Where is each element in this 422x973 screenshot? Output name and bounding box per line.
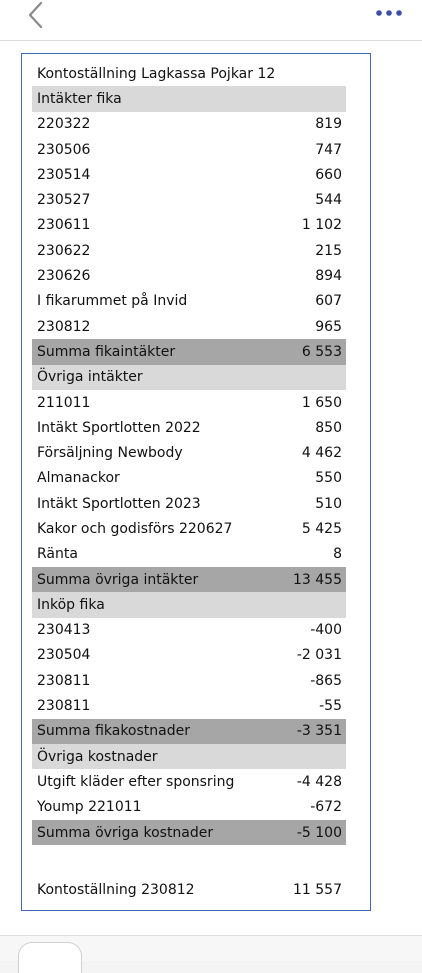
row-label: 230611 <box>37 217 91 234</box>
table-row <box>32 162 346 187</box>
row-label: 230504 <box>37 647 91 664</box>
row-label: 211011 <box>37 394 91 411</box>
top-bar <box>0 0 422 41</box>
section-header-row <box>32 592 346 617</box>
row-value: 215 <box>315 242 342 259</box>
table-row <box>32 643 346 668</box>
row-label: I fikarummet på Invid <box>37 293 188 310</box>
row-value: 1 102 <box>301 217 342 234</box>
row-value: 544 <box>315 192 342 209</box>
row-value: 13 455 <box>293 571 342 588</box>
row-value: -3 351 <box>296 723 342 740</box>
row-label: Almanackor <box>37 470 120 487</box>
table-row <box>32 516 346 541</box>
row-value: -400 <box>310 622 342 639</box>
row-value: 965 <box>315 318 342 335</box>
row-label: 230527 <box>37 192 91 209</box>
table-row <box>32 618 346 643</box>
row-label: Övriga kostnader <box>37 748 158 765</box>
sum-row <box>32 719 346 744</box>
table-row <box>32 877 346 902</box>
sum-row <box>32 339 346 364</box>
document-viewer <box>0 41 422 935</box>
row-label: 230514 <box>37 166 91 183</box>
table-row <box>32 263 346 288</box>
row-label: 230811 <box>37 698 91 715</box>
table-row <box>32 213 346 238</box>
sum-row <box>32 820 346 845</box>
table-row <box>32 466 346 491</box>
row-value: -4 428 <box>296 773 342 790</box>
table-row <box>32 440 346 465</box>
row-value: 8 <box>333 546 342 563</box>
table-row <box>32 542 346 567</box>
sheet-title-row <box>32 61 346 86</box>
back-button[interactable] <box>22 1 50 31</box>
row-value: 607 <box>315 293 342 310</box>
row-label: Försäljning Newbody <box>37 445 183 462</box>
row-label: Intäkt Sportlotten 2022 <box>37 419 201 436</box>
table-row <box>32 415 346 440</box>
row-label: Summa övriga kostnader <box>37 824 214 841</box>
table-row <box>32 238 346 263</box>
table-row <box>32 112 346 137</box>
row-label: Ränta <box>37 546 78 563</box>
table-row <box>32 187 346 212</box>
row-value: -2 031 <box>296 647 342 664</box>
row-label: 230622 <box>37 242 91 259</box>
table-row <box>32 137 346 162</box>
row-value: 550 <box>315 470 342 487</box>
row-label: Kontoställning 230812 <box>37 881 195 898</box>
table-row <box>32 314 346 339</box>
row-label: Inköp fika <box>37 596 105 613</box>
row-value: -865 <box>310 672 342 689</box>
table-row <box>32 390 346 415</box>
row-label: Summa övriga intäkter <box>37 571 199 588</box>
row-label: Utgift kläder efter sponsring <box>37 773 235 790</box>
row-value: 894 <box>315 268 342 285</box>
table-row <box>32 668 346 693</box>
row-label: Summa fikaintäkter <box>37 343 176 360</box>
sheet-rows <box>32 61 346 903</box>
row-label: Intäkt Sportlotten 2023 <box>37 495 201 512</box>
spreadsheet-sheet <box>21 53 371 911</box>
more-options-button[interactable] <box>374 4 406 22</box>
row-label: Intäkter fika <box>37 90 122 107</box>
section-header-row <box>32 86 346 111</box>
row-label: 230811 <box>37 672 91 689</box>
row-value: 819 <box>315 116 342 133</box>
row-label: 230413 <box>37 622 91 639</box>
section-header-row <box>32 365 346 390</box>
row-label: Summa fikakostnader <box>37 723 190 740</box>
section-header-row <box>32 744 346 769</box>
row-value: 510 <box>315 495 342 512</box>
row-value: -672 <box>310 799 342 816</box>
blank-row <box>32 845 346 877</box>
bottom-tab[interactable] <box>18 942 82 973</box>
row-value: 850 <box>315 419 342 436</box>
table-row <box>32 693 346 718</box>
row-value: 747 <box>315 141 342 158</box>
table-row <box>32 795 346 820</box>
more-horizontal-icon <box>374 4 406 22</box>
row-label: 220322 <box>37 116 91 133</box>
row-label: Kontoställning Lagkassa Pojkar 12 <box>37 65 276 82</box>
row-value: 4 462 <box>301 445 342 462</box>
row-label: Kakor och godisförs 220627 <box>37 520 233 537</box>
sum-row <box>32 567 346 592</box>
row-value: -5 100 <box>296 824 342 841</box>
row-value: -55 <box>319 698 342 715</box>
table-row <box>32 289 346 314</box>
row-label: 230812 <box>37 318 91 335</box>
row-label: 230506 <box>37 141 91 158</box>
table-row <box>32 769 346 794</box>
row-value: 660 <box>315 166 342 183</box>
row-label: 230626 <box>37 268 91 285</box>
row-value: 6 553 <box>301 343 342 360</box>
row-label: Övriga intäkter <box>37 369 143 386</box>
table-row <box>32 491 346 516</box>
row-value: 1 650 <box>301 394 342 411</box>
row-value: 5 425 <box>301 520 342 537</box>
row-value: 11 557 <box>293 881 342 898</box>
chevron-left-icon <box>22 1 50 31</box>
bottom-bar <box>0 935 422 961</box>
row-label: Yoump 221011 <box>37 799 142 816</box>
